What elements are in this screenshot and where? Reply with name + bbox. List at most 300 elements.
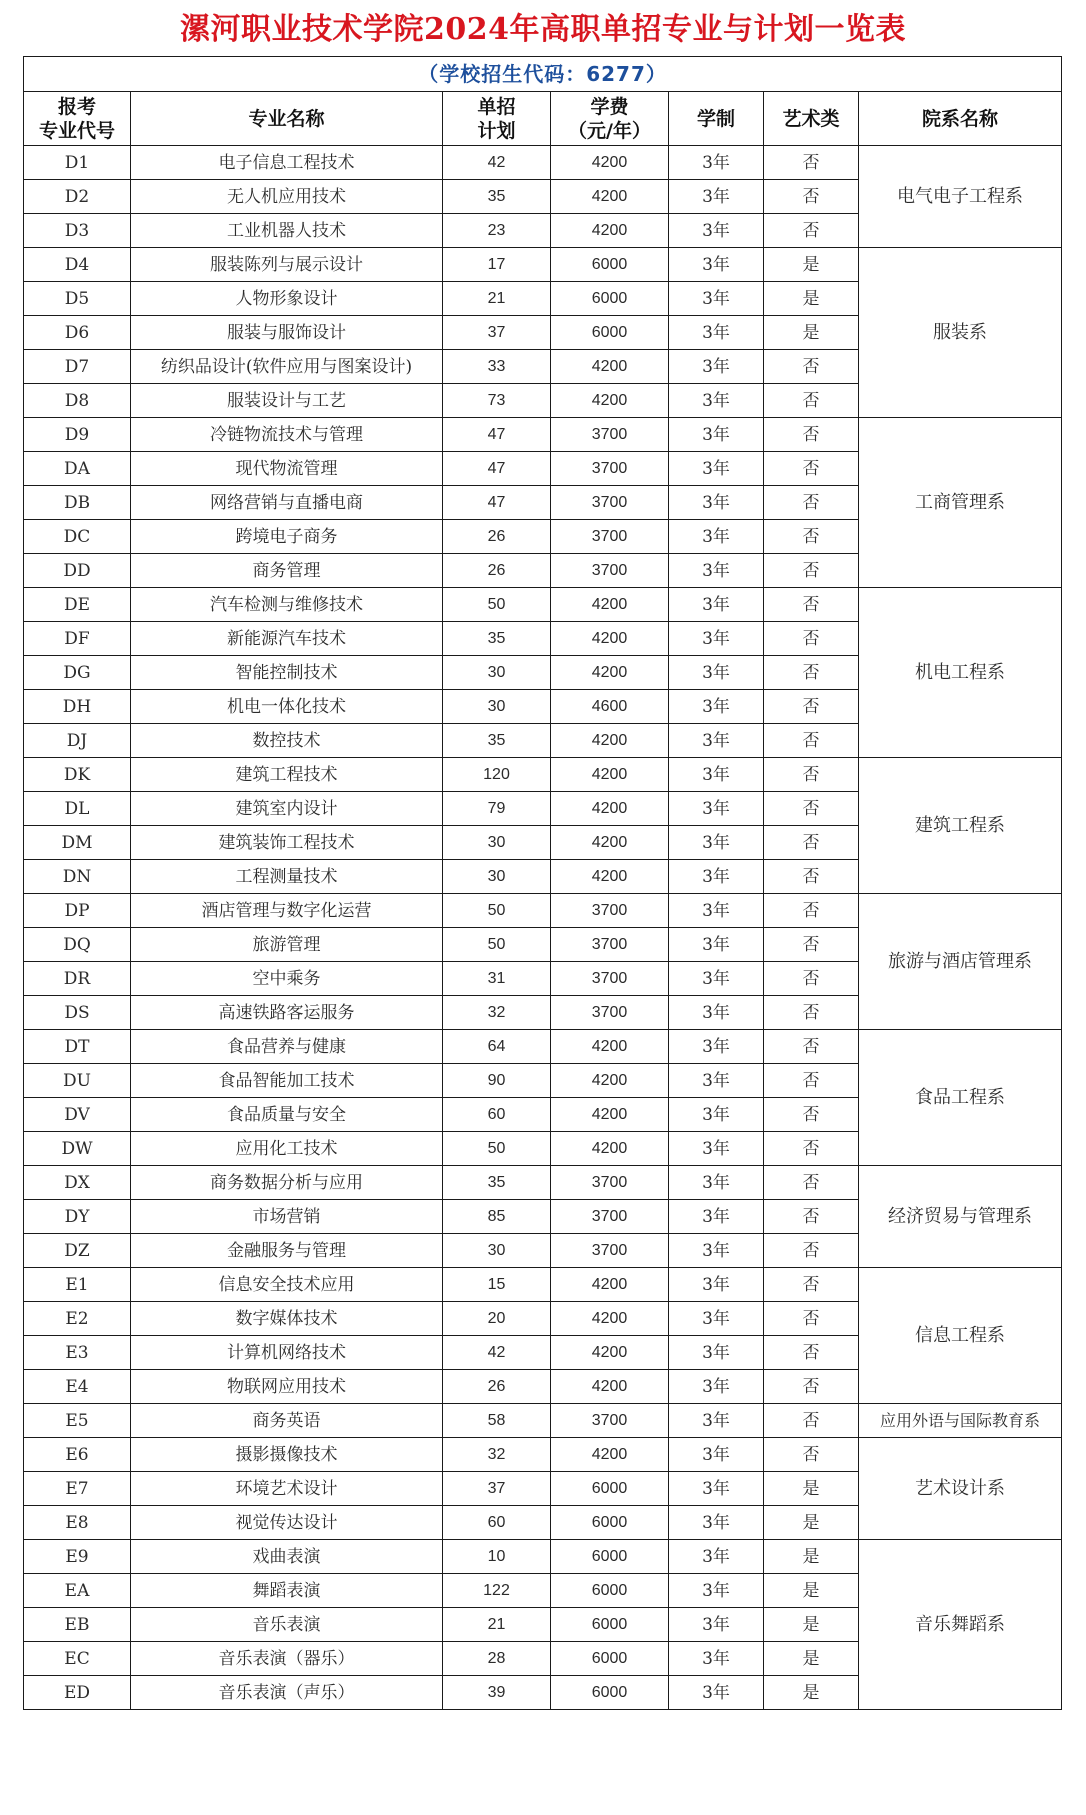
row-duration: 3年 xyxy=(669,758,764,792)
row-duration: 3年 xyxy=(669,996,764,1030)
table-row xyxy=(24,1166,1062,1200)
row-plan: 120 xyxy=(443,758,551,792)
row-art: 否 xyxy=(764,146,859,180)
row-fee: 4200 xyxy=(551,350,669,384)
header-plan: 单招 计划 xyxy=(443,92,551,146)
row-fee: 3700 xyxy=(551,1200,669,1234)
row-major: 汽车检测与维修技术 xyxy=(131,588,443,622)
row-art: 否 xyxy=(764,622,859,656)
row-art: 否 xyxy=(764,894,859,928)
row-plan: 50 xyxy=(443,928,551,962)
row-code: DR xyxy=(24,962,131,996)
table-row xyxy=(24,1404,1062,1438)
department-cell: 应用外语与国际教育系 xyxy=(859,1404,1062,1438)
row-duration: 3年 xyxy=(669,1132,764,1166)
row-duration: 3年 xyxy=(669,928,764,962)
row-duration: 3年 xyxy=(669,656,764,690)
row-fee: 4200 xyxy=(551,214,669,248)
row-major: 无人机应用技术 xyxy=(131,180,443,214)
row-code: DU xyxy=(24,1064,131,1098)
school-code: （学校招生代码：6277） xyxy=(24,57,1062,92)
row-code: DF xyxy=(24,622,131,656)
row-duration: 3年 xyxy=(669,1438,764,1472)
row-code: E2 xyxy=(24,1302,131,1336)
row-duration: 3年 xyxy=(669,1540,764,1574)
row-code: E5 xyxy=(24,1404,131,1438)
row-plan: 30 xyxy=(443,656,551,690)
row-fee: 6000 xyxy=(551,248,669,282)
row-fee: 3700 xyxy=(551,1234,669,1268)
row-art: 是 xyxy=(764,1472,859,1506)
row-art: 否 xyxy=(764,962,859,996)
row-plan: 60 xyxy=(443,1098,551,1132)
row-major: 人物形象设计 xyxy=(131,282,443,316)
table-body xyxy=(24,146,1062,1710)
row-fee: 3700 xyxy=(551,996,669,1030)
row-art: 否 xyxy=(764,520,859,554)
row-code: D4 xyxy=(24,248,131,282)
row-major: 数字媒体技术 xyxy=(131,1302,443,1336)
row-duration: 3年 xyxy=(669,1472,764,1506)
row-major: 空中乘务 xyxy=(131,962,443,996)
row-major: 工业机器人技术 xyxy=(131,214,443,248)
table-row xyxy=(24,1030,1062,1064)
row-major: 食品智能加工技术 xyxy=(131,1064,443,1098)
row-art: 否 xyxy=(764,180,859,214)
row-major: 食品质量与安全 xyxy=(131,1098,443,1132)
row-code: D5 xyxy=(24,282,131,316)
row-fee: 4200 xyxy=(551,622,669,656)
row-major: 服装设计与工艺 xyxy=(131,384,443,418)
row-fee: 3700 xyxy=(551,962,669,996)
row-code: DJ xyxy=(24,724,131,758)
row-plan: 23 xyxy=(443,214,551,248)
row-art: 否 xyxy=(764,350,859,384)
row-duration: 3年 xyxy=(669,248,764,282)
row-code: DH xyxy=(24,690,131,724)
department-cell: 经济贸易与管理系 xyxy=(859,1166,1062,1268)
row-major: 冷链物流技术与管理 xyxy=(131,418,443,452)
row-plan: 37 xyxy=(443,1472,551,1506)
row-code: E6 xyxy=(24,1438,131,1472)
row-art: 否 xyxy=(764,1404,859,1438)
row-plan: 50 xyxy=(443,588,551,622)
row-plan: 20 xyxy=(443,1302,551,1336)
row-duration: 3年 xyxy=(669,1404,764,1438)
row-art: 是 xyxy=(764,248,859,282)
row-fee: 4200 xyxy=(551,724,669,758)
row-major: 商务数据分析与应用 xyxy=(131,1166,443,1200)
row-art: 是 xyxy=(764,1574,859,1608)
row-art: 否 xyxy=(764,1166,859,1200)
row-major: 建筑工程技术 xyxy=(131,758,443,792)
header-fee: 学费 （元/年） xyxy=(551,92,669,146)
row-plan: 73 xyxy=(443,384,551,418)
row-art: 否 xyxy=(764,1302,859,1336)
row-code: DV xyxy=(24,1098,131,1132)
row-code: E4 xyxy=(24,1370,131,1404)
row-code: DQ xyxy=(24,928,131,962)
row-code: DS xyxy=(24,996,131,1030)
row-plan: 58 xyxy=(443,1404,551,1438)
row-code: D3 xyxy=(24,214,131,248)
row-art: 否 xyxy=(764,826,859,860)
row-duration: 3年 xyxy=(669,214,764,248)
row-duration: 3年 xyxy=(669,1064,764,1098)
header-art: 艺术类 xyxy=(764,92,859,146)
row-duration: 3年 xyxy=(669,146,764,180)
row-art: 否 xyxy=(764,1438,859,1472)
row-code: E3 xyxy=(24,1336,131,1370)
row-art: 是 xyxy=(764,1608,859,1642)
row-major: 旅游管理 xyxy=(131,928,443,962)
row-plan: 90 xyxy=(443,1064,551,1098)
row-duration: 3年 xyxy=(669,588,764,622)
row-duration: 3年 xyxy=(669,1200,764,1234)
row-art: 是 xyxy=(764,1676,859,1710)
row-code: D9 xyxy=(24,418,131,452)
row-fee: 4200 xyxy=(551,656,669,690)
row-fee: 3700 xyxy=(551,418,669,452)
row-duration: 3年 xyxy=(669,554,764,588)
row-duration: 3年 xyxy=(669,1506,764,1540)
row-duration: 3年 xyxy=(669,452,764,486)
row-major: 工程测量技术 xyxy=(131,860,443,894)
row-major: 服装与服饰设计 xyxy=(131,316,443,350)
enrollment-table xyxy=(23,56,1062,1710)
row-duration: 3年 xyxy=(669,1642,764,1676)
department-cell: 建筑工程系 xyxy=(859,758,1062,894)
row-major: 计算机网络技术 xyxy=(131,1336,443,1370)
row-major: 纺织品设计(软件应用与图案设计) xyxy=(131,350,443,384)
row-major: 摄影摄像技术 xyxy=(131,1438,443,1472)
row-code: DW xyxy=(24,1132,131,1166)
row-fee: 3700 xyxy=(551,452,669,486)
row-art: 否 xyxy=(764,792,859,826)
row-code: DD xyxy=(24,554,131,588)
row-major: 网络营销与直播电商 xyxy=(131,486,443,520)
department-cell: 音乐舞蹈系 xyxy=(859,1540,1062,1710)
row-major: 舞蹈表演 xyxy=(131,1574,443,1608)
row-code: EA xyxy=(24,1574,131,1608)
row-plan: 30 xyxy=(443,860,551,894)
row-plan: 30 xyxy=(443,1234,551,1268)
row-major: 音乐表演（器乐） xyxy=(131,1642,443,1676)
row-code: E9 xyxy=(24,1540,131,1574)
row-art: 否 xyxy=(764,486,859,520)
row-code: DP xyxy=(24,894,131,928)
row-fee: 6000 xyxy=(551,1642,669,1676)
row-plan: 42 xyxy=(443,1336,551,1370)
row-fee: 4200 xyxy=(551,826,669,860)
row-art: 否 xyxy=(764,452,859,486)
row-plan: 32 xyxy=(443,996,551,1030)
row-plan: 30 xyxy=(443,690,551,724)
row-plan: 60 xyxy=(443,1506,551,1540)
row-duration: 3年 xyxy=(669,486,764,520)
row-major: 新能源汽车技术 xyxy=(131,622,443,656)
header-major: 专业名称 xyxy=(131,92,443,146)
row-fee: 4200 xyxy=(551,1030,669,1064)
row-code: D1 xyxy=(24,146,131,180)
row-art: 是 xyxy=(764,1642,859,1676)
department-cell: 食品工程系 xyxy=(859,1030,1062,1166)
row-fee: 6000 xyxy=(551,1540,669,1574)
row-fee: 4600 xyxy=(551,690,669,724)
row-fee: 3700 xyxy=(551,554,669,588)
row-plan: 47 xyxy=(443,486,551,520)
row-fee: 4200 xyxy=(551,1268,669,1302)
row-art: 否 xyxy=(764,1370,859,1404)
row-code: EC xyxy=(24,1642,131,1676)
row-plan: 42 xyxy=(443,146,551,180)
row-art: 否 xyxy=(764,1336,859,1370)
row-duration: 3年 xyxy=(669,1098,764,1132)
table-row xyxy=(24,894,1062,928)
row-fee: 4200 xyxy=(551,792,669,826)
row-art: 否 xyxy=(764,1200,859,1234)
row-plan: 122 xyxy=(443,1574,551,1608)
row-duration: 3年 xyxy=(669,1268,764,1302)
row-code: DC xyxy=(24,520,131,554)
row-major: 信息安全技术应用 xyxy=(131,1268,443,1302)
department-cell: 信息工程系 xyxy=(859,1268,1062,1404)
row-plan: 47 xyxy=(443,418,551,452)
row-art: 否 xyxy=(764,1098,859,1132)
row-major: 视觉传达设计 xyxy=(131,1506,443,1540)
row-plan: 17 xyxy=(443,248,551,282)
row-major: 高速铁路客运服务 xyxy=(131,996,443,1030)
row-art: 否 xyxy=(764,418,859,452)
row-plan: 35 xyxy=(443,724,551,758)
row-plan: 26 xyxy=(443,520,551,554)
row-duration: 3年 xyxy=(669,894,764,928)
row-duration: 3年 xyxy=(669,1030,764,1064)
row-fee: 6000 xyxy=(551,282,669,316)
row-major: 电子信息工程技术 xyxy=(131,146,443,180)
row-fee: 6000 xyxy=(551,316,669,350)
table-row xyxy=(24,146,1062,180)
row-art: 是 xyxy=(764,1540,859,1574)
row-fee: 4200 xyxy=(551,1064,669,1098)
department-cell: 工商管理系 xyxy=(859,418,1062,588)
row-duration: 3年 xyxy=(669,826,764,860)
table-row xyxy=(24,248,1062,282)
row-fee: 4200 xyxy=(551,180,669,214)
row-duration: 3年 xyxy=(669,180,764,214)
row-art: 否 xyxy=(764,384,859,418)
row-fee: 4200 xyxy=(551,1438,669,1472)
row-fee: 3700 xyxy=(551,928,669,962)
row-code: DG xyxy=(24,656,131,690)
row-fee: 6000 xyxy=(551,1472,669,1506)
row-major: 建筑室内设计 xyxy=(131,792,443,826)
header-dept: 院系名称 xyxy=(859,92,1062,146)
row-plan: 31 xyxy=(443,962,551,996)
row-code: DX xyxy=(24,1166,131,1200)
row-duration: 3年 xyxy=(669,690,764,724)
row-major: 戏曲表演 xyxy=(131,1540,443,1574)
row-code: DT xyxy=(24,1030,131,1064)
row-major: 机电一体化技术 xyxy=(131,690,443,724)
row-plan: 50 xyxy=(443,894,551,928)
row-major: 音乐表演 xyxy=(131,1608,443,1642)
row-duration: 3年 xyxy=(669,418,764,452)
row-code: E1 xyxy=(24,1268,131,1302)
row-major: 建筑装饰工程技术 xyxy=(131,826,443,860)
row-plan: 28 xyxy=(443,1642,551,1676)
row-code: DY xyxy=(24,1200,131,1234)
row-art: 否 xyxy=(764,758,859,792)
row-fee: 4200 xyxy=(551,384,669,418)
row-duration: 3年 xyxy=(669,1574,764,1608)
row-fee: 6000 xyxy=(551,1574,669,1608)
row-major: 商务英语 xyxy=(131,1404,443,1438)
department-cell: 服装系 xyxy=(859,248,1062,418)
row-art: 否 xyxy=(764,588,859,622)
row-duration: 3年 xyxy=(669,792,764,826)
row-duration: 3年 xyxy=(669,1166,764,1200)
row-plan: 26 xyxy=(443,1370,551,1404)
row-major: 智能控制技术 xyxy=(131,656,443,690)
row-fee: 4200 xyxy=(551,1132,669,1166)
row-major: 酒店管理与数字化运营 xyxy=(131,894,443,928)
row-major: 音乐表演（声乐） xyxy=(131,1676,443,1710)
row-fee: 4200 xyxy=(551,860,669,894)
row-art: 否 xyxy=(764,996,859,1030)
row-art: 是 xyxy=(764,1506,859,1540)
row-plan: 50 xyxy=(443,1132,551,1166)
row-art: 否 xyxy=(764,1132,859,1166)
enrollment-table-wrapper xyxy=(23,56,1061,1710)
row-code: ED xyxy=(24,1676,131,1710)
table-row xyxy=(24,758,1062,792)
row-code: DM xyxy=(24,826,131,860)
row-code: D6 xyxy=(24,316,131,350)
row-fee: 4200 xyxy=(551,588,669,622)
row-fee: 6000 xyxy=(551,1506,669,1540)
row-duration: 3年 xyxy=(669,1676,764,1710)
row-duration: 3年 xyxy=(669,1608,764,1642)
row-code: DB xyxy=(24,486,131,520)
row-duration: 3年 xyxy=(669,384,764,418)
row-major: 现代物流管理 xyxy=(131,452,443,486)
row-plan: 85 xyxy=(443,1200,551,1234)
row-major: 商务管理 xyxy=(131,554,443,588)
row-code: DL xyxy=(24,792,131,826)
row-major: 食品营养与健康 xyxy=(131,1030,443,1064)
header-code: 报考 专业代号 xyxy=(24,92,131,146)
row-art: 是 xyxy=(764,282,859,316)
row-duration: 3年 xyxy=(669,350,764,384)
row-fee: 6000 xyxy=(551,1608,669,1642)
row-code: DK xyxy=(24,758,131,792)
table-row xyxy=(24,1268,1062,1302)
row-fee: 3700 xyxy=(551,520,669,554)
row-major: 市场营销 xyxy=(131,1200,443,1234)
row-plan: 15 xyxy=(443,1268,551,1302)
row-fee: 3700 xyxy=(551,894,669,928)
department-cell: 艺术设计系 xyxy=(859,1438,1062,1540)
row-plan: 37 xyxy=(443,316,551,350)
row-art: 否 xyxy=(764,724,859,758)
row-fee: 4200 xyxy=(551,1302,669,1336)
row-duration: 3年 xyxy=(669,1370,764,1404)
row-art: 否 xyxy=(764,860,859,894)
row-plan: 79 xyxy=(443,792,551,826)
row-major: 跨境电子商务 xyxy=(131,520,443,554)
table-row xyxy=(24,418,1062,452)
row-duration: 3年 xyxy=(669,1336,764,1370)
header-duration: 学制 xyxy=(669,92,764,146)
row-code: DN xyxy=(24,860,131,894)
table-row xyxy=(24,588,1062,622)
row-major: 环境艺术设计 xyxy=(131,1472,443,1506)
row-duration: 3年 xyxy=(669,1234,764,1268)
row-plan: 64 xyxy=(443,1030,551,1064)
row-fee: 3700 xyxy=(551,1166,669,1200)
row-art: 否 xyxy=(764,928,859,962)
row-duration: 3年 xyxy=(669,520,764,554)
row-major: 金融服务与管理 xyxy=(131,1234,443,1268)
row-art: 否 xyxy=(764,1064,859,1098)
row-fee: 3700 xyxy=(551,486,669,520)
row-fee: 4200 xyxy=(551,1336,669,1370)
header-row xyxy=(24,92,1062,146)
department-cell: 机电工程系 xyxy=(859,588,1062,758)
row-plan: 35 xyxy=(443,622,551,656)
department-cell: 电气电子工程系 xyxy=(859,146,1062,248)
row-plan: 30 xyxy=(443,826,551,860)
row-code: E8 xyxy=(24,1506,131,1540)
row-art: 否 xyxy=(764,690,859,724)
row-code: DZ xyxy=(24,1234,131,1268)
row-art: 是 xyxy=(764,316,859,350)
row-fee: 6000 xyxy=(551,1676,669,1710)
row-fee: 4200 xyxy=(551,146,669,180)
row-duration: 3年 xyxy=(669,724,764,758)
row-major: 应用化工技术 xyxy=(131,1132,443,1166)
row-plan: 32 xyxy=(443,1438,551,1472)
row-plan: 35 xyxy=(443,1166,551,1200)
row-plan: 33 xyxy=(443,350,551,384)
row-code: DE xyxy=(24,588,131,622)
row-art: 否 xyxy=(764,554,859,588)
row-code: DA xyxy=(24,452,131,486)
row-duration: 3年 xyxy=(669,622,764,656)
row-art: 否 xyxy=(764,1268,859,1302)
row-art: 否 xyxy=(764,214,859,248)
row-code: D7 xyxy=(24,350,131,384)
row-plan: 35 xyxy=(443,180,551,214)
row-duration: 3年 xyxy=(669,1302,764,1336)
row-art: 否 xyxy=(764,1030,859,1064)
table-row xyxy=(24,1540,1062,1574)
row-duration: 3年 xyxy=(669,962,764,996)
page-title: 漯河职业技术学院2024年高职单招专业与计划一览表 xyxy=(180,12,906,47)
row-major: 数控技术 xyxy=(131,724,443,758)
row-art: 否 xyxy=(764,1234,859,1268)
row-major: 服装陈列与展示设计 xyxy=(131,248,443,282)
row-duration: 3年 xyxy=(669,282,764,316)
row-fee: 4200 xyxy=(551,1098,669,1132)
row-code: E7 xyxy=(24,1472,131,1506)
department-cell: 旅游与酒店管理系 xyxy=(859,894,1062,1030)
row-fee: 4200 xyxy=(551,758,669,792)
row-art: 否 xyxy=(764,656,859,690)
row-plan: 39 xyxy=(443,1676,551,1710)
row-plan: 21 xyxy=(443,282,551,316)
